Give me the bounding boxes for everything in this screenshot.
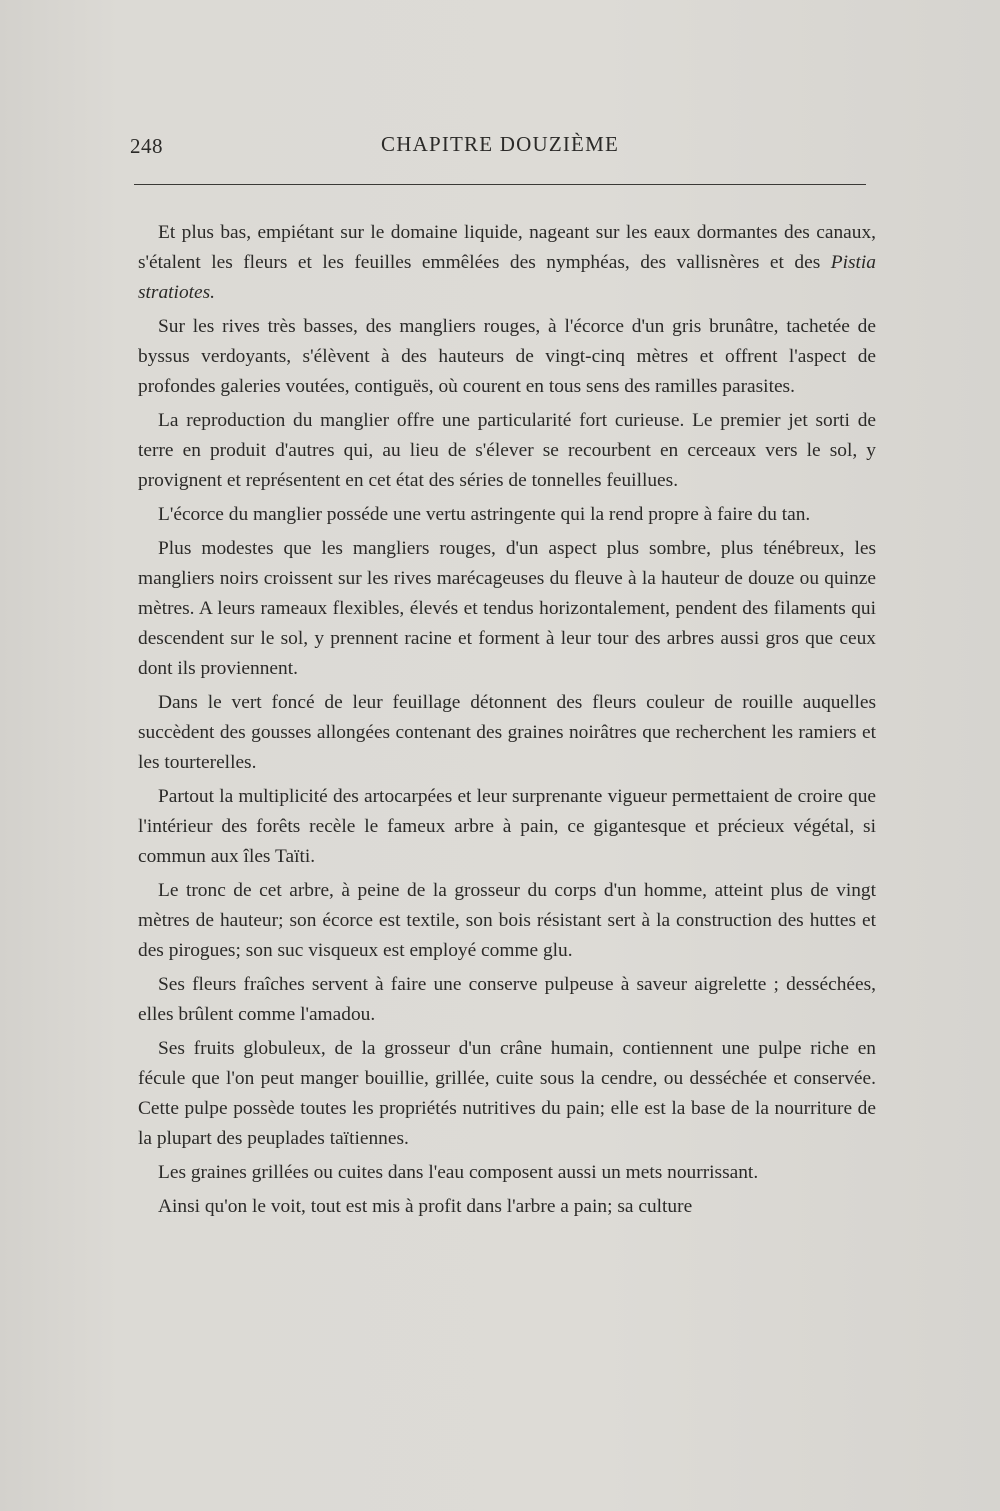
page-number: 248 [130,134,163,158]
paragraph: Sur les rives très basses, des mangliers rouges, à l'écorce d'un gris brunâtre, tachetée de byssus verdoyants, s'élèvent à des hauteurs de vingt-cinq mètres et offrent l'aspect de profondes galeries voutées, contiguës, où courent en tous sens des ramilles parasites. [138,316,876,397]
paragraph: Ses fruits globuleux, de la grosseur d'un crâne humain, contiennent une pulpe riche en fécule que l'on peut manger bouillie, grillée, cuite sous la cendre, ou desséchée et conservée. Cette pulpe possède toutes les propriétés nutritives du pain; elle est la base de la nourriture de la plupart des peuplades taïtiennes. [138,1038,876,1149]
body-text [138,218,876,1226]
header-rule [134,184,866,185]
italic-species-name: Pistia stratiotes. [138,252,876,303]
paragraph: Plus modestes que les mangliers rouges, d'un aspect plus sombre, plus ténébreux, les mangliers noirs croissent sur les rives marécageuses du fleuve à la hauteur de douze ou quinze mètres. A leurs rameaux flexibles, élevés et tendus horizontalement, pendent des filaments qui descendent sur le sol, y prennent racine et forment à leur tour des arbres aussi gros que ceux dont ils proviennent. [138,538,876,679]
paragraph: Ses fleurs fraîches servent à faire une conserve pulpeuse à saveur aigrelette ; desséchées, elles brûlent comme l'amadou. [138,974,876,1025]
paragraph [138,218,876,308]
paragraph: L'écorce du manglier posséde une vertu astringente qui la rend propre à faire du tan. [158,504,811,525]
paragraph: Dans le vert foncé de leur feuillage détonnent des fleurs couleur de rouille auquelles succèdent des gousses allongées contenant des graines noirâtres que recherchent les ramiers et les tourterelles. [138,692,876,773]
paragraph: Ainsi qu'on le voit, tout est mis à profit dans l'arbre a pain; sa culture [158,1196,693,1217]
paragraph-text: Et plus bas, empiétant sur le domaine liquide, nageant sur les eaux dormantes des canaux, s'étalent les fleurs et les feuilles emmêlées des nymphéas, des vallisnères et des [138,222,876,273]
paragraph: La reproduction du manglier offre une particularité fort curieuse. Le premier jet sorti de terre en produit d'autres qui, au lieu de s'élever se recourbent en cerceaux vers le sol, y provignent et représentent en cet état des séries de tonnelles feuillues. [138,410,876,491]
running-title: CHAPITRE DOUZIÈME [381,132,619,156]
paragraph: Partout la multiplicité des artocarpées et leur surprenante vigueur permettaient de croire que l'intérieur des forêts recèle le fameux arbre à pain, ce gigantesque et précieux végétal, si commun aux îles Taïti. [138,786,876,867]
page-header [130,128,870,168]
paragraph: Le tronc de cet arbre, à peine de la grosseur du corps d'un homme, atteint plus de vingt mètres de hauteur; son écorce est textile, son bois résistant sert à la construction des huttes et des pirogues; son suc visqueux est employé comme glu. [138,880,876,961]
paragraph: Les graines grillées ou cuites dans l'eau composent aussi un mets nourrissant. [158,1162,759,1183]
